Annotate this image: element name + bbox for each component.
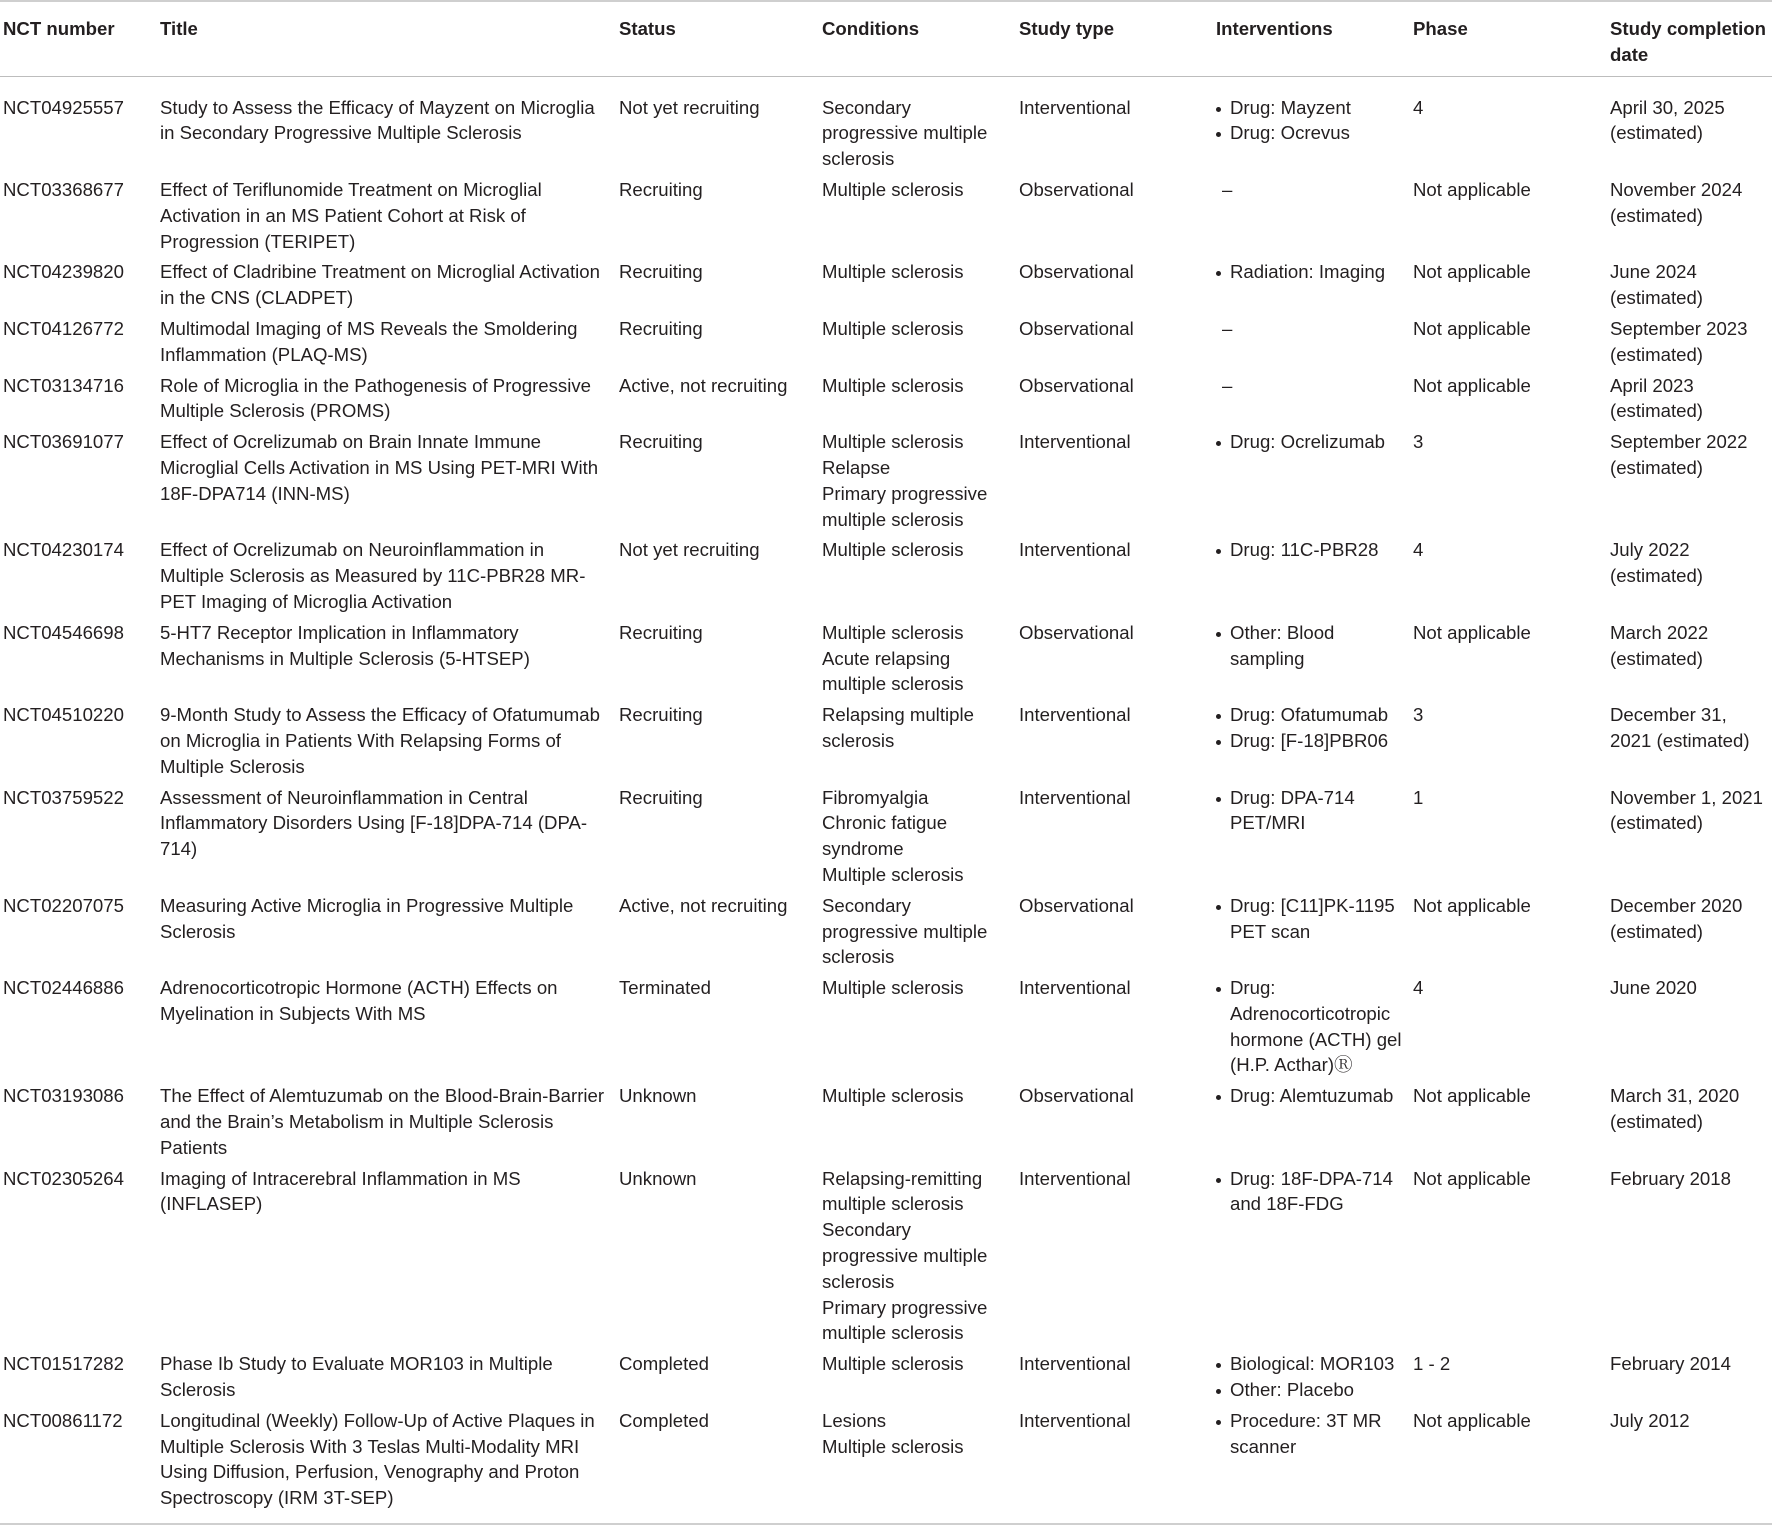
cell-conditions	[819, 782, 1016, 890]
cell-conditions	[819, 1348, 1016, 1405]
cell-status: Recruiting	[619, 261, 703, 283]
cell-completion-date: March 2022 (estimated)	[1610, 621, 1709, 669]
cell-study-type: Interventional	[1019, 977, 1131, 999]
cell-status: Active, not recruiting	[619, 894, 788, 916]
interventions-list	[1216, 429, 1404, 455]
cell-status: Recruiting	[619, 178, 703, 200]
cell-study-type: Interventional	[1019, 539, 1131, 561]
interventions-list	[1216, 1083, 1404, 1109]
header-title: Title	[157, 1, 616, 76]
cell-interventions	[1213, 370, 1410, 427]
interventions-list	[1216, 975, 1404, 1078]
cell-nct-number: NCT02305264	[3, 1167, 124, 1189]
cell-phase: Not applicable	[1413, 621, 1531, 643]
cell-conditions	[819, 256, 1016, 313]
condition-item: Chronic fatigue syndrome	[822, 812, 948, 860]
cell-title: Effect of Cladribine Treatment on Microglial Activation in the CNS (CLADPET)	[160, 261, 600, 309]
cell-title: Phase Ib Study to Evaluate MOR103 in Multiple Sclerosis	[160, 1353, 553, 1401]
cell-status: Completed	[619, 1353, 709, 1375]
cell-conditions	[819, 1405, 1016, 1524]
intervention-item: Biological: MOR103	[1216, 1351, 1404, 1377]
header-conditions: Conditions	[819, 1, 1016, 76]
interventions-list	[1216, 1166, 1404, 1218]
cell-conditions	[819, 313, 1016, 370]
cell-status: Recruiting	[619, 704, 703, 726]
cell-study-type: Observational	[1019, 894, 1134, 916]
cell-interventions	[1213, 617, 1410, 699]
condition-item: Secondary progressive multiple sclerosis	[822, 1219, 988, 1292]
table-row	[0, 313, 1772, 370]
cell-study-type: Interventional	[1016, 1405, 1213, 1524]
cell-study-type: Interventional	[1019, 1353, 1131, 1375]
cell-interventions	[1213, 313, 1410, 370]
table-row	[0, 782, 1772, 890]
table-row	[0, 426, 1772, 534]
cell-interventions	[1213, 256, 1410, 313]
cell-title: Role of Microglia in the Pathogenesis of Progressive Multiple Sclerosis (PROMS)	[160, 374, 591, 422]
cell-completion-date: September 2022 (estimated)	[1610, 431, 1748, 478]
cell-status: Recruiting	[619, 431, 703, 453]
table-row	[0, 890, 1772, 972]
cell-completion-date: November 1, 2021 (estimated)	[1610, 786, 1763, 834]
cell-nct-number: NCT00861172	[0, 1405, 157, 1524]
condition-item: Fibromyalgia	[822, 786, 929, 808]
cell-completion-date: September 2023 (estimated)	[1610, 317, 1748, 365]
cell-completion-date: February 2018	[1610, 1167, 1731, 1189]
interventions-list	[1216, 1408, 1404, 1460]
cell-conditions	[819, 370, 1016, 427]
condition-item: Relapsing-remitting multiple sclerosis	[822, 1167, 983, 1215]
cell-phase: Not applicable	[1413, 894, 1531, 916]
cell-interventions	[1213, 890, 1410, 972]
cell-status: Unknown	[619, 1085, 697, 1107]
intervention-item: Drug: Ofatumumab	[1216, 702, 1404, 728]
header-status: Status	[616, 1, 819, 76]
cell-interventions	[1213, 76, 1410, 174]
cell-study-type: Interventional	[1019, 786, 1131, 808]
cell-interventions	[1213, 972, 1410, 1080]
cell-study-type: Observational	[1019, 178, 1134, 200]
empty-intervention-dash: –	[1222, 374, 1233, 396]
cell-status: Active, not recruiting	[619, 374, 788, 396]
condition-item: Multiple sclerosis	[822, 1085, 964, 1107]
cell-conditions	[819, 617, 1016, 699]
cell-nct-number: NCT03691077	[3, 431, 124, 453]
cell-phase: 4	[1413, 977, 1424, 999]
cell-title: 5-HT7 Receptor Implication in Inflammatory Mechanisms in Multiple Sclerosis (5-HTSEP)	[160, 621, 530, 669]
table-row	[0, 699, 1772, 781]
intervention-item: Drug: Mayzent	[1216, 95, 1404, 121]
cell-status: Not yet recruiting	[619, 539, 760, 561]
table-header	[0, 1, 1772, 76]
cell-status: Unknown	[619, 1167, 697, 1189]
condition-item: Multiple sclerosis	[822, 863, 964, 885]
cell-conditions	[819, 890, 1016, 972]
cell-nct-number: NCT04546698	[3, 621, 124, 643]
interventions-list	[1216, 620, 1404, 672]
cell-title: 9-Month Study to Assess the Efficacy of Ofatumumab on Microglia in Patients With Relapsing Forms of Multiple Sclerosis	[160, 704, 600, 777]
table-row	[0, 1163, 1772, 1349]
intervention-item: Procedure: 3T MR scanner	[1216, 1408, 1404, 1460]
condition-item: Primary progressive multiple sclerosis	[822, 482, 988, 530]
table-row	[0, 617, 1772, 699]
cell-interventions	[1213, 1348, 1410, 1405]
intervention-item: Drug: Adrenocorticotropic hormone (ACTH) gel (H.P. Acthar)Ⓡ	[1216, 975, 1404, 1078]
empty-intervention-dash: –	[1222, 317, 1233, 339]
cell-interventions	[1213, 782, 1410, 890]
cell-completion-date: April 30, 2025 (estimated)	[1610, 96, 1725, 144]
intervention-item: Radiation: Imaging	[1216, 259, 1404, 285]
cell-study-type: Observational	[1019, 374, 1134, 396]
condition-item: Multiple sclerosis	[822, 317, 964, 339]
cell-title: Assessment of Neuroinflammation in Central Inflammatory Disorders Using [F-18]DPA-714 (DPA-714)	[160, 786, 588, 860]
cell-conditions	[819, 699, 1016, 781]
table-row	[0, 534, 1772, 616]
cell-phase: Not applicable	[1413, 261, 1531, 283]
cell-study-type: Observational	[1019, 261, 1134, 283]
header-row	[0, 1, 1772, 76]
condition-item: Multiple sclerosis	[822, 539, 964, 561]
table-row	[0, 174, 1772, 256]
empty-intervention-dash: –	[1222, 178, 1233, 200]
cell-conditions	[819, 1163, 1016, 1349]
interventions-list	[1216, 785, 1404, 837]
intervention-item: Drug: 18F-DPA-714 and 18F-FDG	[1216, 1166, 1404, 1218]
cell-phase: Not applicable	[1410, 1405, 1607, 1524]
cell-nct-number: NCT03368677	[3, 178, 124, 200]
cell-phase: 1	[1413, 786, 1424, 808]
cell-interventions	[1213, 426, 1410, 534]
cell-study-type: Observational	[1019, 317, 1134, 339]
cell-status: Completed	[616, 1405, 819, 1524]
cell-status: Recruiting	[619, 786, 703, 808]
table-row	[0, 1080, 1772, 1162]
cell-nct-number: NCT04239820	[3, 261, 124, 283]
interventions-list	[1216, 259, 1404, 285]
condition-item: Lesions	[822, 1409, 887, 1431]
cell-status: Terminated	[619, 977, 711, 999]
cell-nct-number: NCT04126772	[3, 317, 124, 339]
cell-title: Effect of Teriflunomide Treatment on Microglial Activation in an MS Patient Cohort at Risk of Progression (TERIPET)	[160, 178, 542, 252]
cell-conditions	[819, 76, 1016, 174]
cell-interventions	[1213, 1163, 1410, 1349]
interventions-list	[1216, 95, 1404, 147]
cell-title: The Effect of Alemtuzumab on the Blood-Brain-Barrier and the Brain’s Metabolism in Multiple Sclerosis Patients	[160, 1085, 605, 1158]
cell-nct-number: NCT04230174	[3, 539, 124, 561]
condition-item: Multiple sclerosis	[822, 178, 964, 200]
cell-completion-date: December 2020 (estimated)	[1610, 894, 1743, 942]
condition-item: Secondary progressive multiple sclerosis	[822, 96, 988, 170]
interventions-list	[1216, 537, 1404, 563]
cell-study-type: Observational	[1019, 621, 1134, 643]
table-body	[0, 76, 1772, 1524]
cell-title: Measuring Active Microglia in Progressive Multiple Sclerosis	[160, 894, 574, 942]
condition-item: Multiple sclerosis	[822, 431, 964, 453]
condition-item: Secondary progressive multiple sclerosis	[822, 894, 988, 968]
cell-completion-date: March 31, 2020 (estimated)	[1610, 1085, 1740, 1133]
cell-nct-number: NCT03193086	[3, 1085, 124, 1107]
cell-study-type: Observational	[1019, 1085, 1134, 1107]
cell-phase: 4	[1413, 96, 1424, 118]
cell-title: Adrenocorticotropic Hormone (ACTH) Effects on Myelination in Subjects With MS	[160, 977, 558, 1024]
intervention-item: Drug: [F-18]PBR06	[1216, 728, 1404, 754]
cell-title: Effect of Ocrelizumab on Brain Innate Immune Microglial Cells Activation in MS Using PET-MRI With 18F-DPA714 (INN-MS)	[160, 431, 599, 504]
cell-study-type: Interventional	[1019, 431, 1131, 453]
interventions-list	[1216, 702, 1404, 754]
condition-item: Multiple sclerosis	[822, 1353, 964, 1375]
cell-phase: Not applicable	[1413, 1085, 1531, 1107]
cell-interventions	[1213, 1405, 1410, 1524]
cell-completion-date: December 31, 2021 (estimated)	[1610, 704, 1750, 751]
cell-nct-number: NCT03759522	[3, 786, 124, 808]
header-completion-date: Study completion date	[1607, 1, 1772, 76]
cell-completion-date: April 2023 (estimated)	[1610, 374, 1703, 422]
cell-status: Recruiting	[619, 621, 703, 643]
header-interventions: Interventions	[1213, 1, 1410, 76]
cell-conditions	[819, 426, 1016, 534]
condition-item: Relapsing multiple sclerosis	[822, 704, 974, 751]
cell-conditions	[819, 534, 1016, 616]
cell-interventions	[1213, 699, 1410, 781]
cell-title: Longitudinal (Weekly) Follow-Up of Active Plaques in Multiple Sclerosis With 3 Teslas Multi-Modality MRI Using Diffusion, Perfusion, Venography and Proton Spectroscopy (IRM 3T-SEP)	[157, 1405, 616, 1524]
cell-phase: Not applicable	[1413, 374, 1531, 396]
cell-phase: Not applicable	[1413, 178, 1531, 200]
cell-nct-number: NCT04510220	[3, 704, 124, 726]
cell-interventions	[1213, 534, 1410, 616]
condition-item: Primary progressive multiple sclerosis	[822, 1296, 988, 1344]
condition-item: Multiple sclerosis	[822, 1435, 964, 1457]
cell-interventions	[1213, 1080, 1410, 1162]
cell-phase: Not applicable	[1413, 1167, 1531, 1189]
cell-nct-number: NCT03134716	[3, 374, 124, 396]
cell-phase: 3	[1413, 704, 1424, 726]
interventions-list	[1216, 1351, 1404, 1403]
header-nct-number: NCT number	[0, 1, 157, 76]
intervention-item: Drug: Ocrevus	[1216, 120, 1404, 146]
condition-item: Multiple sclerosis	[822, 621, 964, 643]
table-row	[0, 1405, 1772, 1524]
cell-nct-number: NCT04925557	[3, 96, 124, 118]
cell-study-type: Interventional	[1019, 1167, 1131, 1189]
intervention-item: Drug: Ocrelizumab	[1216, 429, 1404, 455]
table-row	[0, 1348, 1772, 1405]
cell-completion-date: July 2012	[1607, 1405, 1772, 1524]
intervention-item: Drug: 11C-PBR28	[1216, 537, 1404, 563]
table-row	[0, 972, 1772, 1080]
cell-study-type: Interventional	[1019, 704, 1131, 726]
cell-nct-number: NCT02446886	[3, 977, 124, 999]
intervention-item: Drug: DPA-714 PET/MRI	[1216, 785, 1404, 837]
intervention-item: Other: Placebo	[1216, 1377, 1404, 1403]
cell-completion-date: November 2024 (estimated)	[1610, 178, 1743, 226]
cell-conditions	[819, 174, 1016, 256]
cell-title: Effect of Ocrelizumab on Neuroinflammation in Multiple Sclerosis as Measured by 11C-PBR28 MR-PET Imaging of Microglia Activation	[160, 539, 586, 612]
intervention-item: Drug: Alemtuzumab	[1216, 1083, 1404, 1109]
cell-nct-number: NCT02207075	[3, 894, 124, 916]
cell-title: Multimodal Imaging of MS Reveals the Smoldering Inflammation (PLAQ-MS)	[160, 317, 578, 365]
cell-nct-number: NCT01517282	[3, 1353, 124, 1375]
cell-study-type: Interventional	[1019, 96, 1131, 118]
header-phase: Phase	[1410, 1, 1607, 76]
intervention-item: Other: Blood sampling	[1216, 620, 1404, 672]
condition-item: Multiple sclerosis	[822, 977, 964, 999]
cell-phase: 4	[1413, 539, 1424, 561]
condition-item: Multiple sclerosis	[822, 374, 964, 396]
cell-completion-date: June 2024 (estimated)	[1610, 261, 1703, 309]
interventions-list	[1216, 893, 1404, 945]
cell-status: Not yet recruiting	[619, 96, 760, 118]
cell-status: Recruiting	[619, 317, 703, 339]
condition-item: Relapse	[822, 456, 891, 478]
cell-phase: Not applicable	[1413, 317, 1531, 339]
intervention-item: Drug: [C11]PK-1195 PET scan	[1216, 893, 1404, 945]
cell-title: Study to Assess the Efficacy of Mayzent on Microglia in Secondary Progressive Multiple Sclerosis	[160, 96, 595, 144]
cell-completion-date: June 2020	[1610, 977, 1697, 999]
cell-phase: 3	[1413, 431, 1424, 453]
table-row	[0, 76, 1772, 174]
condition-item: Multiple sclerosis	[822, 261, 964, 283]
cell-phase: 1 - 2	[1413, 1353, 1451, 1375]
cell-interventions	[1213, 174, 1410, 256]
cell-completion-date: July 2022 (estimated)	[1610, 539, 1703, 587]
header-study-type: Study type	[1016, 1, 1213, 76]
table-row	[0, 370, 1772, 427]
cell-conditions	[819, 972, 1016, 1080]
table-row	[0, 256, 1772, 313]
condition-item: Acute relapsing multiple sclerosis	[822, 647, 964, 695]
cell-completion-date: February 2014	[1610, 1353, 1731, 1375]
cell-title: Imaging of Intracerebral Inflammation in MS (INFLASEP)	[160, 1167, 521, 1215]
cell-conditions	[819, 1080, 1016, 1162]
